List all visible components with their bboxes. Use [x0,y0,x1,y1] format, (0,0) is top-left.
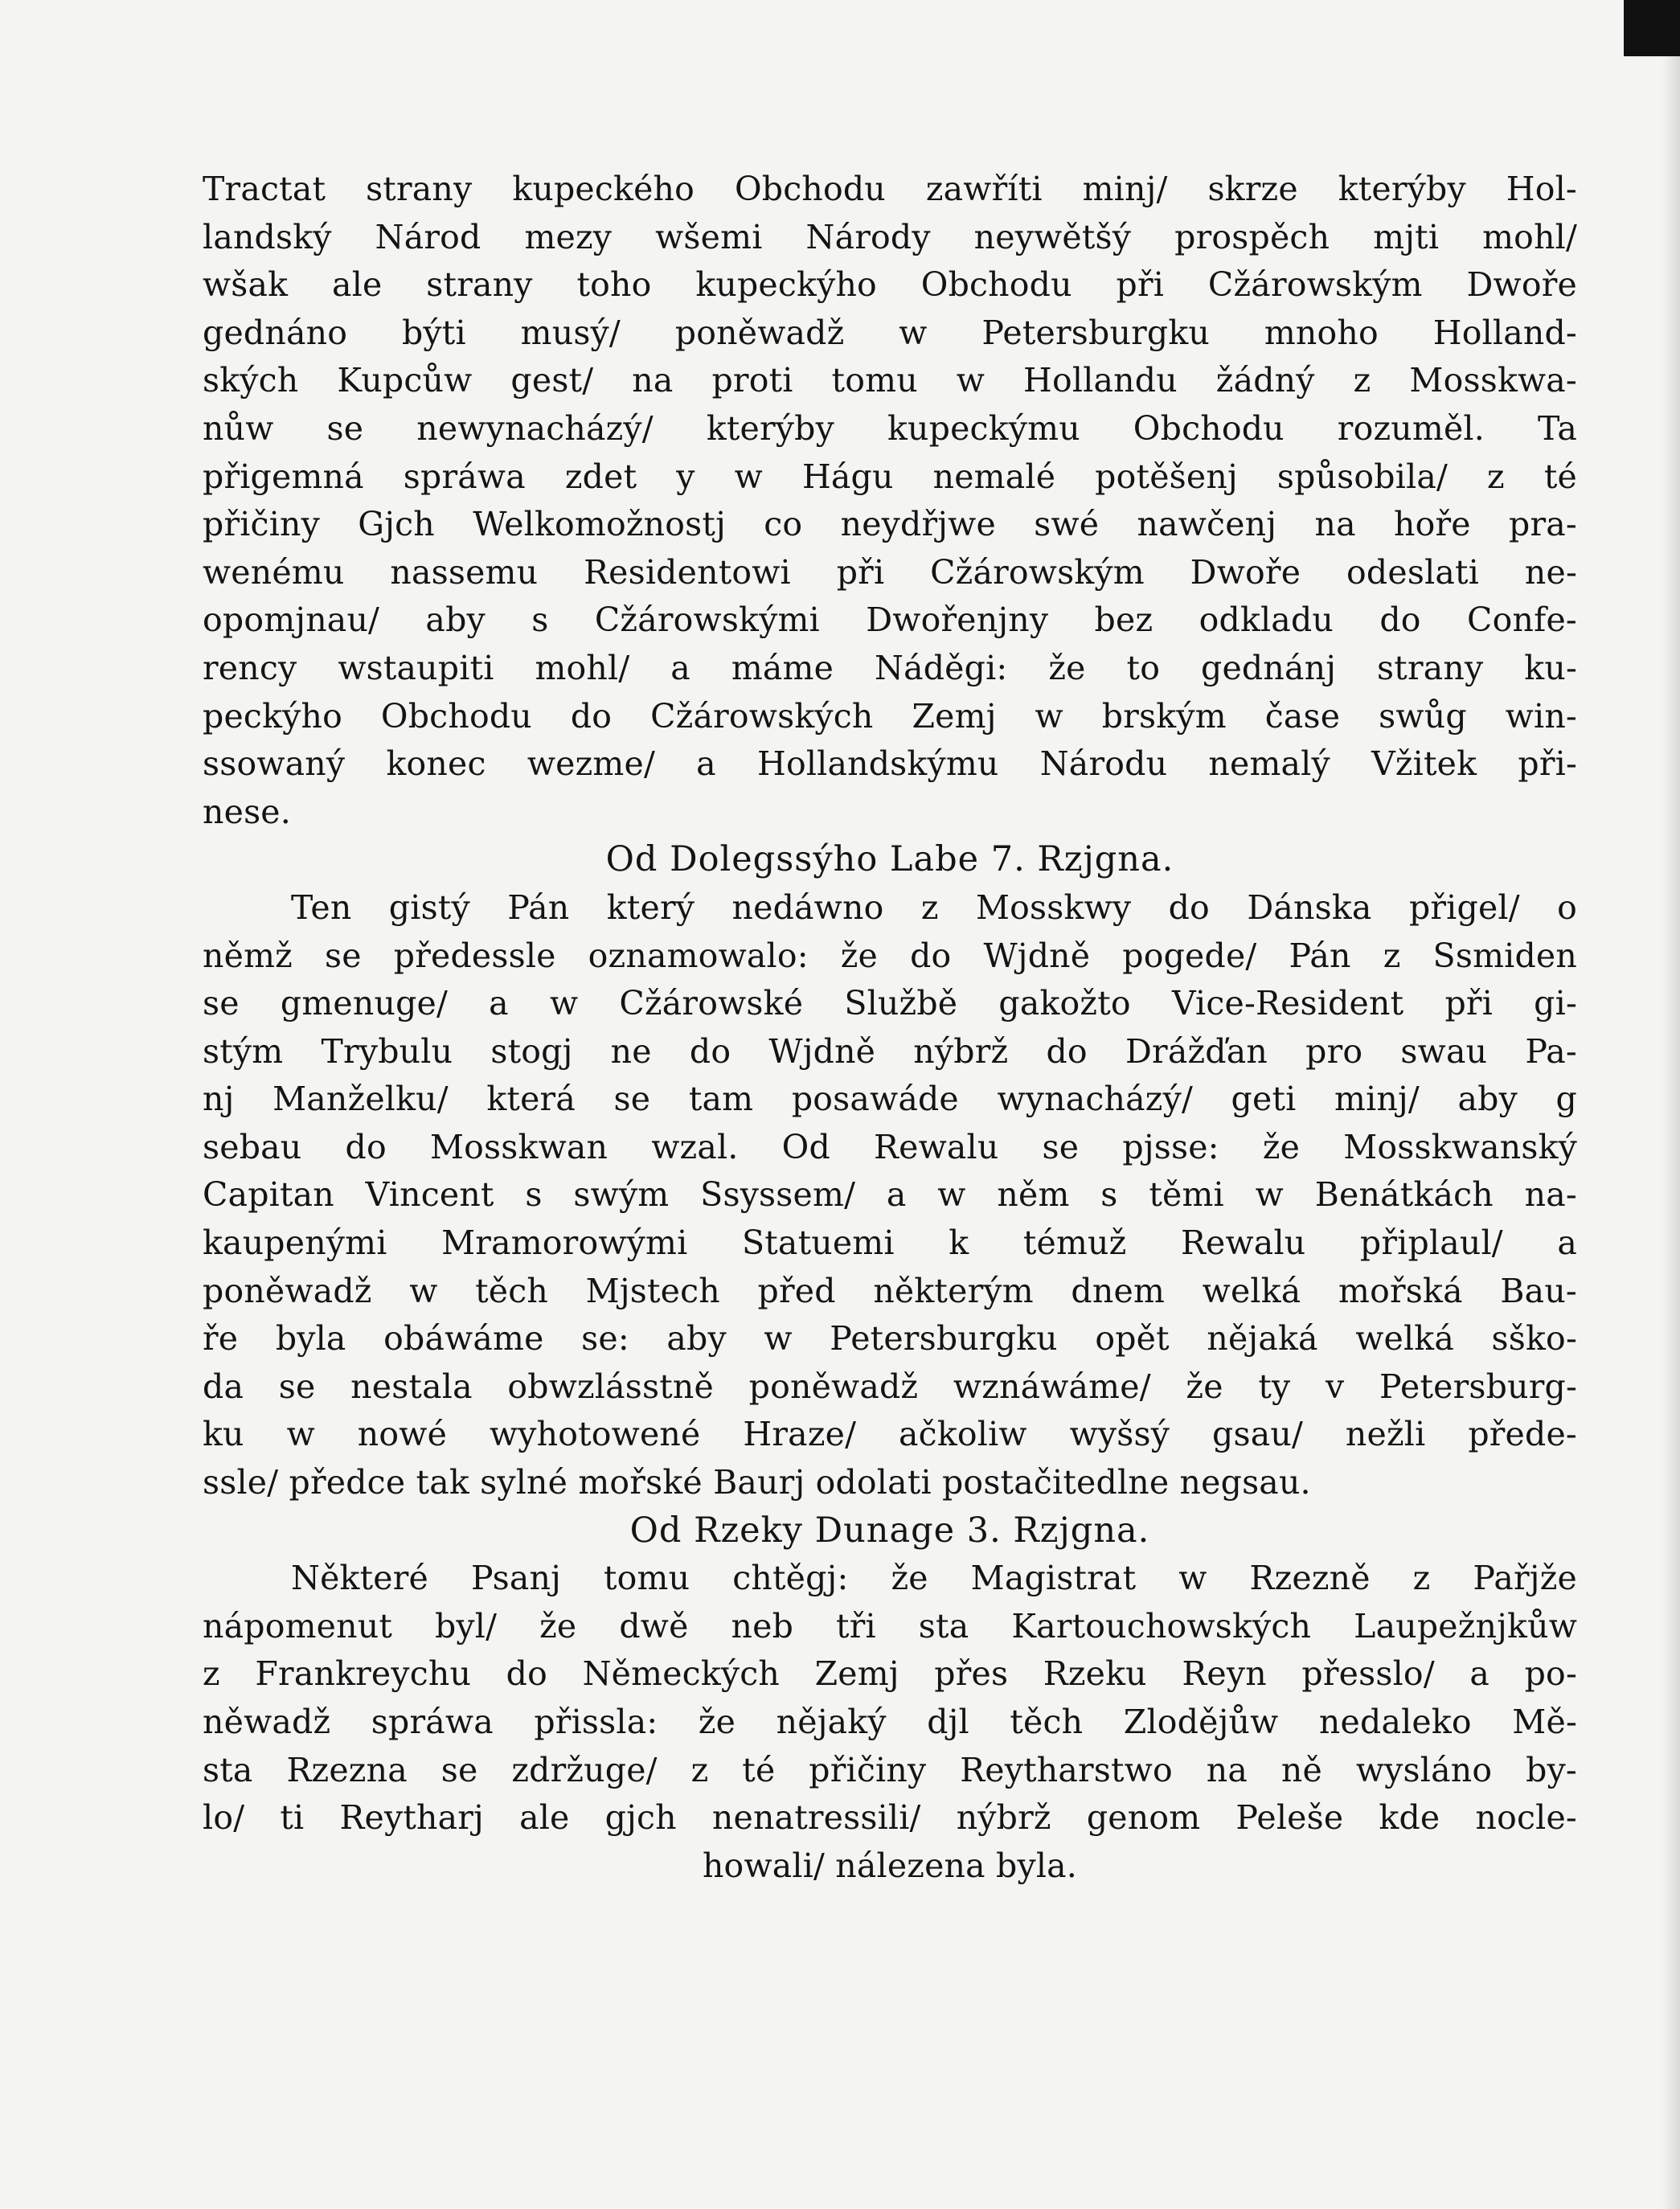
text-line: ských Kupcůw gest/ na proti tomu w Hollandu žádný z Mosskwa- [203,361,1577,400]
text-line: sta Rzezna se zdržuge/ z té přičiny Reytharstwo na ně wysláno by- [203,1750,1577,1789]
text-line: Ten gistý Pán který nedáwno z Mosskwy do Dánska přigel/ o [291,887,1577,927]
section-heading: Od Dolegssýho Labe 7. Rzjgna. [605,839,1174,880]
text-line: gednáno býti musý/ poněwadž w Petersburgku mnoho Holland- [203,313,1577,352]
text-line: ře byla obáwáme se: aby w Petersburgku opět nějaká welká sško- [203,1319,1577,1359]
text-line: opomjnau/ aby s Cžárowskými Dwořenjny bez odkladu do Confe- [203,600,1577,640]
text-line: stým Trybulu stogj ne do Wjdně nýbrž do Drážďan pro swau Pa- [203,1031,1577,1071]
text-line: sebau do Mosskwan wzal. Od Rewalu se pjsse: že Mosskwanský [203,1127,1577,1166]
text-line: wšak ale strany toho kupeckýho Obchodu při Cžárowským Dwoře [203,265,1577,305]
text-line: přičiny Gjch Welkomožnostj co neydřjwe swé nawčenj na hoře pra- [203,505,1577,544]
text-line: wenému nassemu Residentowi při Cžárowským Dwoře odeslati ne- [203,552,1577,592]
text-line: peckýho Obchodu do Cžárowských Zemj w brským čase swůg win- [203,696,1577,736]
text-line: landský Národ mezy wšemi Národy neywětšý prospěch mjti mohl/ [203,217,1577,256]
text-line: da se nestala obwzlásstně poněwadž wznáwáme/ že ty v Petersburg- [203,1367,1577,1406]
text-line: poněwadž w těch Mjstech před některým dnem welká mořská Bau- [203,1271,1577,1310]
text-line: nese. [203,792,292,831]
text-line: z Frankreychu do Německých Zemj přes Rzeku Reyn přesslo/ a po- [203,1654,1577,1694]
text-line: ssle/ předce tak sylné mořské Baurj odolati postačitedlne negsau. [203,1463,1311,1502]
text-line: nůw se newynacházý/ kterýby kupeckýmu Obchodu rozuměl. Ta [203,408,1577,448]
text-line: němž se předessle oznamowalo: že do Wjdně pogede/ Pán z Ssmiden [203,936,1577,975]
text-line: nápomenut byl/ že dwě neb tři sta Kartouchowských Laupežnjkůw [203,1606,1577,1645]
text-line: howali/ nálezena byla. [702,1846,1078,1885]
section-heading: Od Rzeky Dunage 3. Rzjgna. [629,1510,1150,1551]
text-line: Capitan Vincent s swým Ssyssem/ a w něm s těmi w Benátkách na- [203,1175,1577,1215]
article-text [203,166,1577,1890]
text-line: se gmenuge/ a w Cžárowské Službě gakožto Vice-Resident při gi- [203,984,1577,1023]
text-line: lo/ ti Reytharj ale gjch nenatressili/ nýbrž genom Peleše kde nocle- [203,1798,1577,1838]
text-line: rency wstaupiti mohl/ a máme Náděgi: že to gednánj strany ku- [203,648,1577,687]
text-line: nj Manželku/ která se tam posawáde wynacházý/ geti minj/ aby g [203,1080,1577,1119]
text-line: Tractat strany kupeckého Obchodu zawříti minj/ skrze kterýby Hol- [203,170,1577,208]
text-line: Některé Psanj tomu chtěgj: že Magistrat w Rzezně z Pařjže [291,1559,1577,1598]
text-line: ssowaný konec wezme/ a Hollandskýmu Národu nemalý Vžitek při- [203,744,1577,784]
text-line: něwadž spráwa přissla: že nějaký djl těch Zlodějůw nedaleko Mě- [203,1703,1577,1741]
text-line: ku w nowé wyhotowené Hraze/ ačkoliw wyšsý gsau/ nežli přede- [203,1415,1577,1454]
scan-edge-mark [1624,0,1680,56]
text-line: kaupenými Mramorowými Statuemi k témuž Rewalu připlaul/ a [203,1223,1577,1263]
page-edge-shadow [1662,56,1680,2209]
text-line: přigemná spráwa zdet y w Hágu nemalé potěšenj spůsobila/ z té [203,457,1577,496]
